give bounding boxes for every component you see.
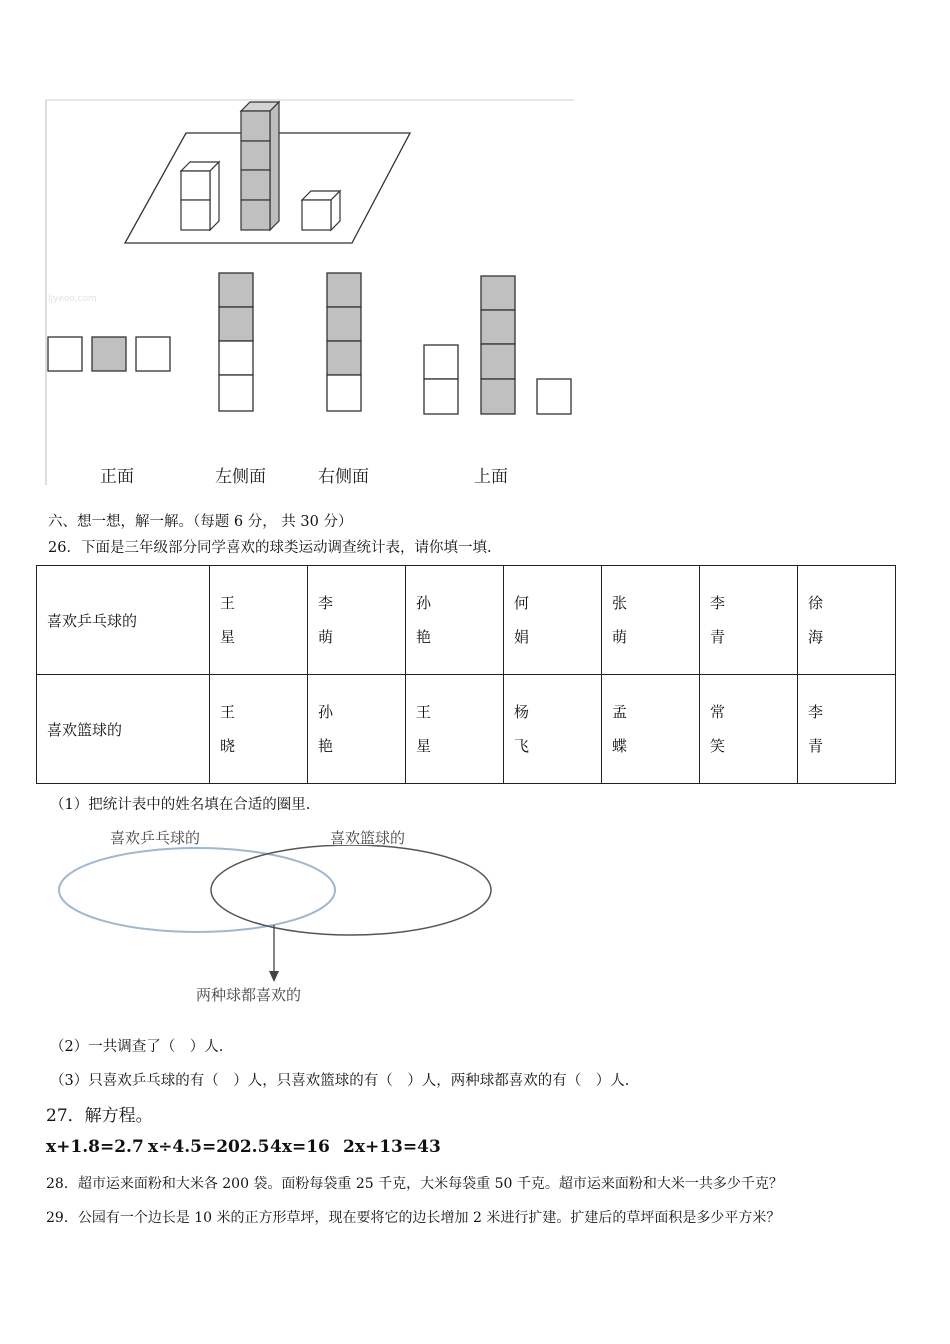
name-cell: 何 娟: [504, 566, 602, 675]
name-cell: 张 萌: [602, 566, 700, 675]
row-label-pingpong: 喜欢乒乓球的: [37, 566, 210, 675]
name-cell: 徐 海: [798, 566, 896, 675]
left-side-view: [219, 273, 253, 411]
watermark: ljyeoo.com: [48, 294, 97, 304]
name-cell: 杨 飞: [504, 675, 602, 784]
name-cell: 王 晓: [210, 675, 308, 784]
name-cell: 李 萌: [308, 566, 406, 675]
right-cube: [302, 191, 340, 230]
equation: 4x=16: [270, 1137, 330, 1157]
table-row: [37, 566, 896, 675]
survey-table: [36, 565, 896, 784]
question-26-part3: （3）只喜欢乒乓球的有（ ）人，只喜欢篮球的有（ ）人，两种球都喜欢的有（ ）人.: [50, 1073, 630, 1089]
name-cell: 常 笑: [700, 675, 798, 784]
right-side-view: [327, 273, 361, 411]
venn-right-circle: [211, 845, 491, 935]
section-heading: 六、想一想，解一解。（每题 6 分， 共 30 分）: [48, 514, 353, 530]
view-label-front: 正面: [100, 467, 134, 487]
question-28: 28．超市运来面粉和大米各 200 袋。面粉每袋重 25 千克，大米每袋重 50 千克。超市运来面粉和大米一共多少千克？: [46, 1176, 783, 1192]
view-label-top: 上面: [474, 467, 508, 487]
question-26-part2: （2）一共调查了（ ）人.: [50, 1039, 224, 1055]
front-view: [48, 337, 170, 371]
view-label-right: 右侧面: [318, 467, 369, 487]
name-cell: 孟 蝶: [602, 675, 700, 784]
venn-label-right: 喜欢篮球的: [330, 829, 406, 847]
equation: x÷4.5=202.5: [148, 1137, 270, 1157]
cube-figure: [40, 95, 580, 490]
venn-label-left: 喜欢乒乓球的: [110, 829, 201, 847]
venn-label-both: 两种球都喜欢的: [196, 986, 302, 1004]
name-cell: 李 青: [700, 566, 798, 675]
question-26-part1: （1）把统计表中的姓名填在合适的圈里.: [50, 797, 311, 813]
table-row: [37, 675, 896, 784]
left-cube-stack: [181, 162, 219, 230]
question-26: 26．下面是三年级部分同学喜欢的球类运动调查统计表，请你填一填.: [48, 540, 492, 556]
name-cell: 王 星: [406, 675, 504, 784]
view-label-left: 左侧面: [215, 467, 266, 487]
venn-arrow-head: [269, 971, 279, 982]
name-cell: 孙 艳: [308, 675, 406, 784]
venn-left-circle: [59, 848, 335, 932]
question-29: 29．公园有一个边长是 10 米的正方形草坪，现在要将它的边长增加 2 米进行扩建。扩建后的草坪面积是多少平方米？: [46, 1210, 781, 1226]
name-cell: 李 青: [798, 675, 896, 784]
middle-cube-stack: [241, 102, 279, 230]
equation: 2x+13=43: [343, 1137, 441, 1157]
equation: x+1.8=2.7: [46, 1137, 144, 1157]
row-label-basketball: 喜欢篮球的: [37, 675, 210, 784]
venn-diagram: [55, 845, 500, 985]
question-27-title: 27．解方程。: [46, 1106, 153, 1126]
top-view: [424, 276, 571, 414]
name-cell: 孙 艳: [406, 566, 504, 675]
name-cell: 王 星: [210, 566, 308, 675]
